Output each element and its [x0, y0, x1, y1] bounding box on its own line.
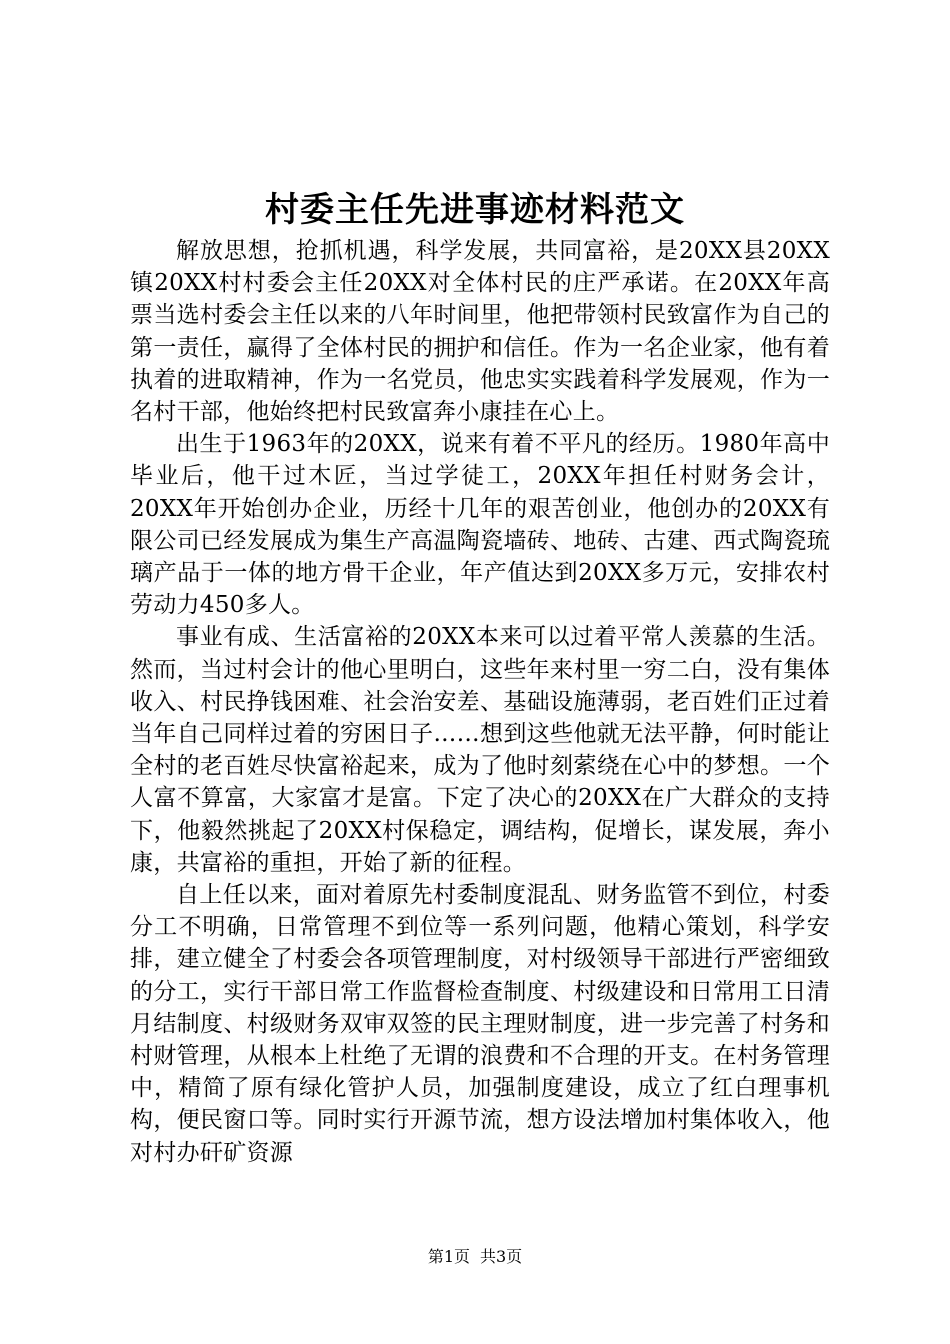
paragraph: 事业有成、生活富裕的20XX本来可以过着平常人羡慕的生活。然而，当过村会计的他心里明白，这些年来村里一穷二白，没有集体收入、村民挣钱困难、社会治安差、基础设施薄弱，老百姓们正过着当年自己同样过着的穷困日子……想到这些他就无法平静，何时能让全村的老百姓尽快富裕起来，成为了他时刻萦绕在心中的梦想。一个人富不算富，大家富才是富。下定了决心的20XX在广大群众的支持下，他毅然挑起了20XX村保稳定，调结构，促增长，谋发展，奔小康，共富裕的重担，开始了新的征程。	[130, 624, 830, 876]
page-number-current: 第1页	[427, 1247, 470, 1266]
paragraph: 自上任以来，面对着原先村委制度混乱、财务监管不到位，村委分工不明确，日常管理不到位等一系列问题，他精心策划，科学安排，建立健全了村委会各项管理制度，对村级领导干部进行严密细致的分工，实行干部日常工作监督检查制度、村级建设和日常用工日清月结制度、村级财务双审双签的民主理财制度，进一步完善了村务和村财管理，从根本上杜绝了无谓的浪费和不合理的开支。在村务管理中，精简了原有绿化管护人员，加强制度建设，成立了红白理事机构，便民窗口等。同时实行开源节流，想方设法增加村集体收入，他对村办矸矿资源	[130, 882, 830, 1166]
paragraph: 解放思想，抢抓机遇，科学发展，共同富裕，是20XX县20XX镇20XX村村委会主任20XX对全体村民的庄严承诺。在20XX年高票当选村委会主任以来的八年时间里，他把带领村民致富作为自己的第一责任，赢得了全体村民的拥护和信任。作为一名企业家，他有着执着的进取精神，作为一名党员，他忠实实践着科学发展观，作为一名村干部，他始终把村民致富奔小康挂在心上。	[130, 238, 830, 426]
document-body	[130, 235, 830, 1169]
document-title: 村委主任先进事迹材料范文	[265, 190, 685, 230]
page-footer	[0, 1246, 950, 1268]
page-number-total: 共3页	[480, 1247, 523, 1266]
paragraph: 出生于1963年的20XX，说来有着不平凡的经历。1980年高中毕业后，他干过木匠，当过学徒工，20XX年担任村财务会计，20XX年开始创办企业，历经十几年的艰苦创业，他创办的20XX有限公司已经发展成为集生产高温陶瓷墙砖、地砖、古建、西式陶瓷琉璃产品于一体的地方骨干企业，年产值达到20XX多万元，安排农村劳动力450多人。	[130, 431, 830, 619]
